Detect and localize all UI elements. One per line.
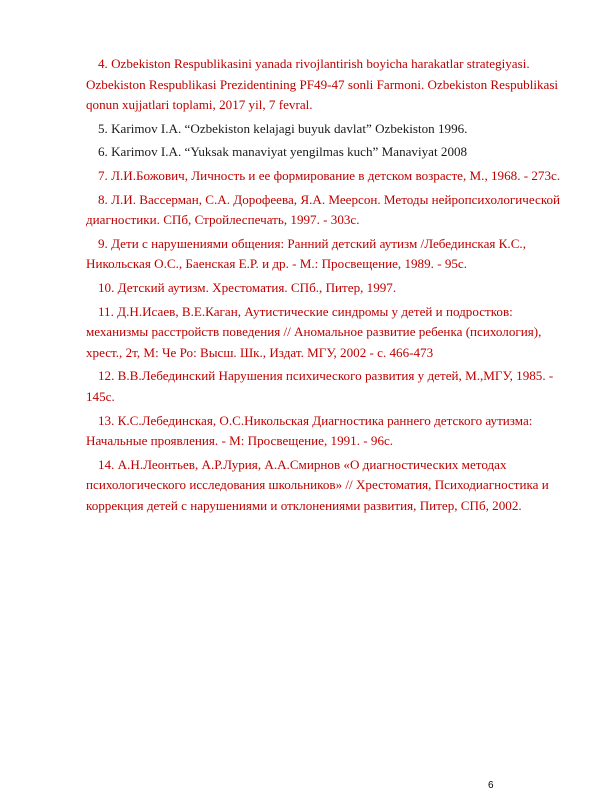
- bibliography-entry-10: 10. Детский аутизм. Хрестоматия. СПб., Питер, 1997.: [98, 279, 397, 295]
- bibliography-entry-5: 5. Karimov I.A. “Ozbekiston kelajagi buyuk davlat” Ozbekiston 1996.: [98, 120, 468, 136]
- bibliography-entry-8: 8. Л.И. Вассерман, С.А. Дорофеева, Я.А. Меерсон. Методы нейропсихологической диагностики. СПб, Стройлеспечать, 1997. - 303с.: [86, 191, 561, 228]
- bibliography-entry-14: 14. А.Н.Леонтьев, А.Р.Лурия, А.А.Смирнов «О диагностических методах психологического исследования школьников» // Хрестоматия, Психодиагностика и коррекция детей с нарушениями и отклонениями развития, Питер, СПб, 2002.: [86, 456, 549, 513]
- bibliography-entry-9: 9. Дети с нарушениями общения: Ранний детский аутизм /Лебединская К.С., Никольская О.С., Баенская Е.Р. и др. - М.: Просвещение, 1989. - 95с.: [86, 235, 526, 272]
- page-number: 6: [488, 780, 494, 791]
- bibliography-entry-13: 13. К.С.Лебединская, О.С.Никольская Диагностика раннего детского аутизма: Начальные проявления. - М: Просвещение, 1991. - 96с.: [86, 412, 533, 449]
- bibliography-list: [86, 54, 572, 519]
- bibliography-entry-7: 7. Л.И.Божович, Личность и ее формирование в детском возрасте, М., 1968. - 273с.: [98, 167, 561, 183]
- bibliography-entry-6: 6. Karimov I.A. “Yuksak manaviyat yengilmas kuch” Manaviyat 2008: [98, 144, 468, 160]
- bibliography-entry-12: 12. В.В.Лебединский Нарушения психического развития у детей, М.,МГУ, 1985. - 145с.: [86, 368, 554, 404]
- bibliography-entry-11: 11. Д.Н.Исаев, В.Е.Каган, Аутистические синдромы у детей и подростков: механизмы расстройств поведения // Аномальное развитие ребенка (психология), хрест., 2т, М: Че Ро: Высш. Шк., Издат. МГУ, 2002 - с. 466-473: [86, 303, 542, 360]
- bibliography-entry-4: 4. Ozbekiston Respublikasini yanada rivojlantirish boyicha harakatlar strategiyasi. Ozbekiston Respublikasi Prezidentining PF49-47 sonli Farmoni. Ozbekiston Respublikasi qonun xujjatlari toplami, 2017 yil, 7 fevral.: [86, 56, 559, 113]
